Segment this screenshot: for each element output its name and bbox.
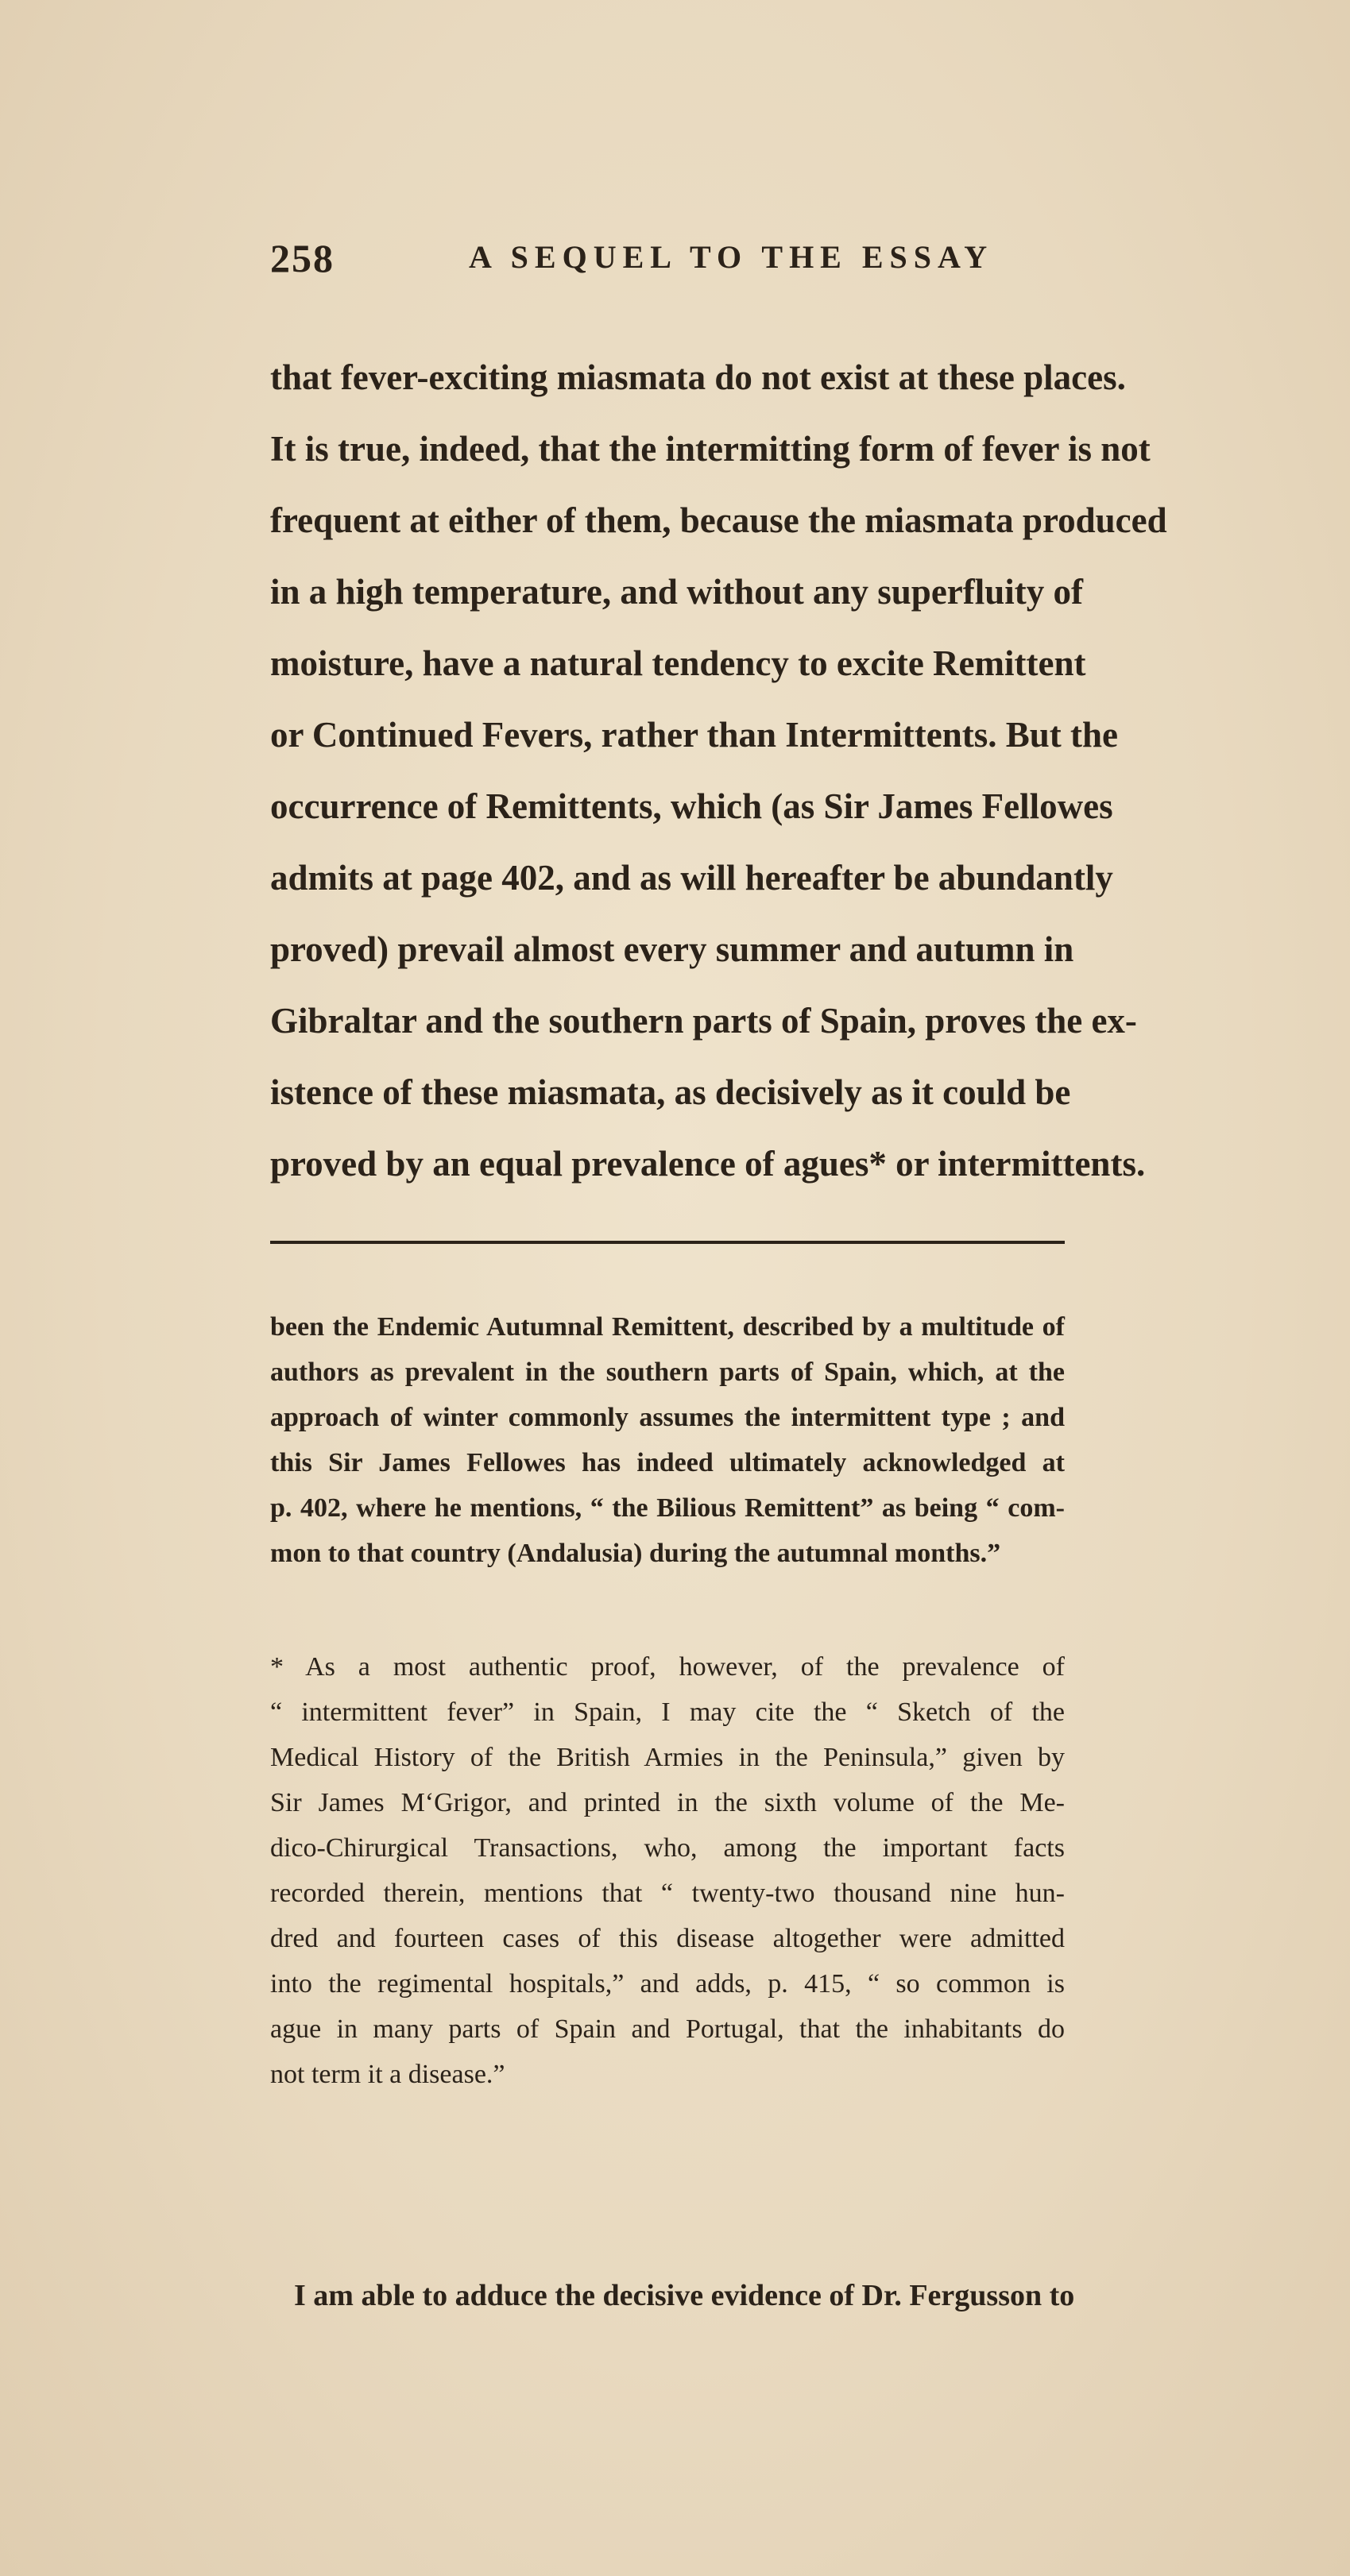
text-line: frequent at either of them, because the miasmata produced — [270, 500, 1167, 540]
text-line: occurrence of Remittents, which (as Sir James Fellowes — [270, 786, 1113, 826]
text-line: in a high temperature, and without any superfluity of — [270, 572, 1084, 612]
text-line: It is true, indeed, that the intermitting form of fever is not — [270, 429, 1151, 469]
footnote-next — [270, 2273, 1075, 2319]
footnote-line: I am able to adduce the decisive evidence of Dr. Fergusson to — [294, 2279, 1075, 2312]
footnote-line: ague in many parts of Spain and Portugal, that the inhabitants do — [270, 2014, 1065, 2044]
footnote-line: p. 402, where he mentions, “ the Bilious Remittent” as being “ com- — [270, 1493, 1065, 1523]
text-line: admits at page 402, and as will hereafter be abundantly — [270, 858, 1113, 898]
footnote-line: “ intermittent fever” in Spain, I may cite the “ Sketch of the — [270, 1697, 1065, 1727]
text-line: moisture, have a natural tendency to excite Remittent — [270, 643, 1086, 683]
footnote-line: into the regimental hospitals,” and adds, p. 415, “ so common is — [270, 1969, 1065, 1999]
footnote-line: dico-Chirurgical Transactions, who, among the important facts — [270, 1833, 1065, 1863]
footnote-line: authors as prevalent in the southern parts of Spain, which, at the — [270, 1358, 1065, 1387]
footnote-line: been the Endemic Autumnal Remittent, described by a multitude of — [270, 1312, 1065, 1342]
page-number: 258 — [270, 236, 335, 280]
footnote-line: Medical History of the British Armies in the Peninsula,” given by — [270, 1743, 1065, 1772]
footnote-line: Sir James M‘Grigor, and printed in the sixth volume of the Me- — [270, 1788, 1065, 1817]
footnote-line: not term it a disease.” — [270, 2060, 505, 2089]
text-line: or Continued Fevers, rather than Intermittents. But the — [270, 715, 1118, 755]
text-line: that fever-exciting miasmata do not exist at these places. — [270, 357, 1126, 397]
footnote-star — [270, 1644, 1065, 2097]
footnote-line: * As a most authentic proof, however, of the prevalence of — [270, 1652, 1065, 1682]
text-line: proved) prevail almost every summer and autumn in — [270, 929, 1074, 969]
footnote-divider — [270, 1241, 1065, 1244]
text-line: istence of these miasmata, as decisively as it could be — [270, 1072, 1071, 1112]
text-line: Gibraltar and the southern parts of Spain, proves the ex- — [270, 1001, 1137, 1041]
footnote-line: recorded therein, mentions that “ twenty-two thousand nine hun- — [270, 1879, 1065, 1908]
footnote-continued — [270, 1304, 1065, 1576]
page-header — [270, 235, 1112, 299]
footnote-line: this Sir James Fellowes has indeed ultimately acknowledged at — [270, 1448, 1065, 1477]
running-head: A SEQUEL TO THE ESSAY — [469, 239, 994, 275]
footnote-line: approach of winter commonly assumes the intermittent type ; and — [270, 1403, 1065, 1432]
footnote-line: mon to that country (Andalusia) during the autumnal months.” — [270, 1539, 1001, 1568]
main-text — [270, 342, 1167, 1199]
footnote-line: dred and fourteen cases of this disease altogether were admitted — [270, 1924, 1065, 1953]
text-line: proved by an equal prevalence of agues* or intermittents. — [270, 1144, 1146, 1184]
